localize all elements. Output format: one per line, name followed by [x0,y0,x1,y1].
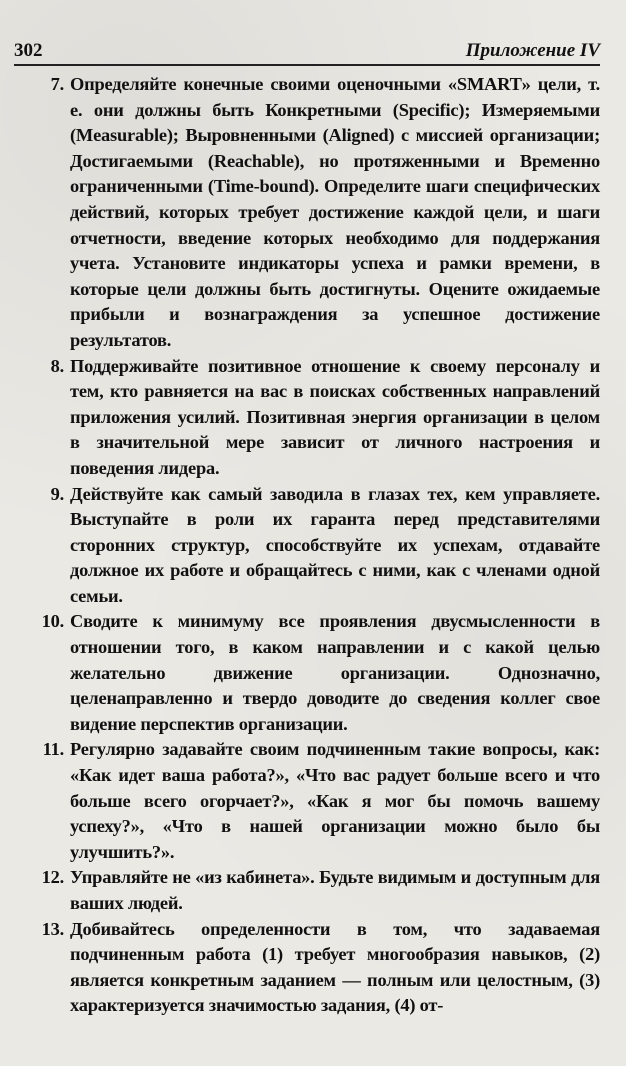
list-item [14,482,600,610]
list-item [14,865,600,916]
section-title: Приложение IV [465,40,600,61]
item-number: 9. [50,483,64,504]
item-number: 11. [42,739,64,760]
item-text: Действуйте как самый заводила в глазах тех, кем управляете. Выступайте в роли их гаранта перед представителями сторонних структур, способствуйте их успехам, отдавайте должное их работе и обращайтесь с ними, как с членами одной семьи. [70,483,600,606]
page-header [14,40,600,66]
item-text: Регулярно задавайте своим подчиненным такие вопросы, как: «Как идет ваша работа?», «Что вас радует больше всего и что больше всего огорчает?», «Как я мог бы помочь вашему успеху?», «Что в нашей организации можно было бы улучшить?». [70,739,600,862]
item-text: Добивайтесь определенности в том, что задаваемая подчиненным работа (1) требует многообразия навыков, (2) является конкретным заданием — полным или целостным, (3) характеризуется значимостью задания, (4) от- [70,918,600,1016]
list-item [14,609,600,737]
item-number: 10. [41,611,64,632]
list-item [14,737,600,865]
numbered-list [14,72,600,1019]
list-item [14,354,600,482]
item-number: 12. [41,867,64,888]
list-item [14,917,600,1019]
item-text: Сводите к минимуму все проявления двусмысленности в отношении того, в каком направлении и с какой целью желательно движение организации. Однозначно, целенаправленно и твердо доводите до сведения коллег свое видение перспектив организации. [70,611,600,734]
item-text: Поддерживайте позитивное отношение к своему персоналу и тем, кто равняется на вас в поисках собственных направлений приложения усилий. Позитивная энергия организации в целом в значительной мере зависит от личного настроения и поведения лидера. [70,355,600,478]
item-number: 13. [41,918,64,939]
item-text: Управляйте не «из кабинета». Будьте видимым и доступным для ваших людей. [70,867,600,913]
item-number: 8. [50,355,64,376]
list-item [14,72,600,354]
page-number: 302 [14,40,43,61]
item-text: Определяйте конечные своими оценочными «SMART» цели, т. е. они должны быть Конкретными (Specific); Измеряемыми (Measurable); Выровненными (Aligned) с миссией организации; Достигаемыми (Reachable), но протяженными и Временно ограниченными (Time-bound). Определите шаги специфических действий, которых требует достижение каждой цели, и шаги отчетности, введение которых необходимо для поддержания учета. Установите индикаторы успеха и рамки времени, в которые цели должны быть достигнуты. Оцените ожидаемые прибыли и вознаграждения за успешное достижение результатов. [70,74,600,350]
item-number: 7. [50,74,64,94]
